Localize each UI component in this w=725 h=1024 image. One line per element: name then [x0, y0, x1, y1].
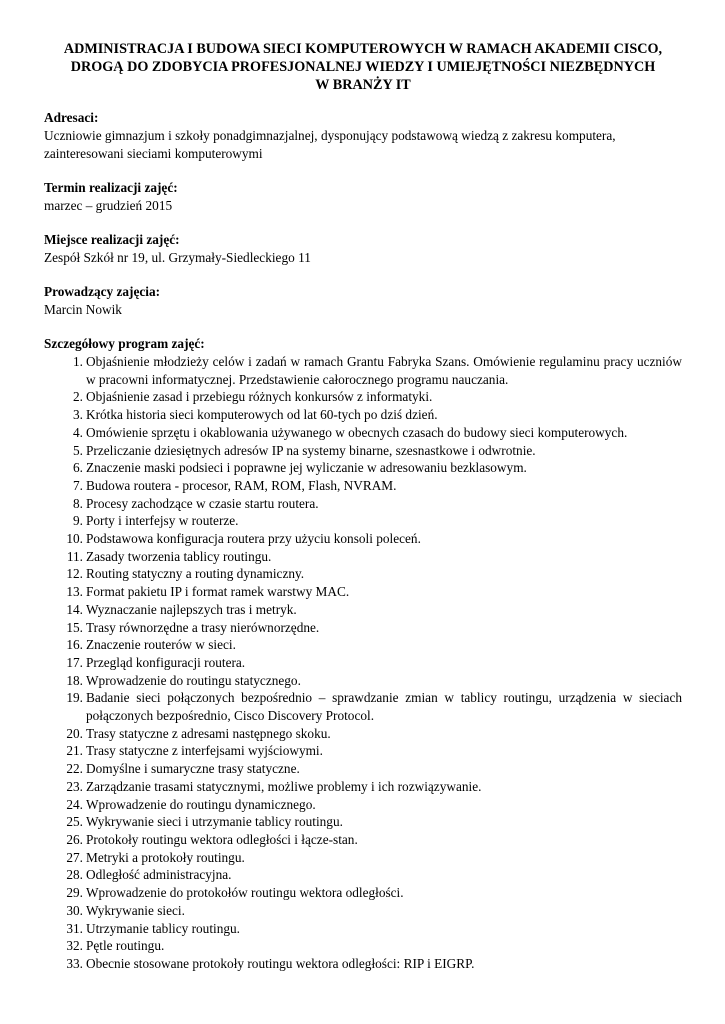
adresaci-label: Adresaci:	[44, 110, 99, 125]
list-item-number: 4.	[73, 424, 83, 440]
list-item	[44, 725, 682, 743]
list-item	[44, 920, 682, 938]
list-item	[44, 902, 682, 920]
list-item-text: Odległość administracyjna.	[86, 867, 232, 883]
list-item-number: 10.	[66, 531, 83, 547]
list-item-number: 27.	[66, 849, 83, 865]
list-item-text: Znaczenie routerów w sieci.	[86, 637, 236, 653]
list-item-text: Zarządzanie trasami statycznymi, możliwe problemy i ich rozwiązywanie.	[86, 778, 482, 794]
list-item-text: Protokoły routingu wektora odległości i łącze-stan.	[86, 831, 358, 847]
list-item-number: 33.	[66, 955, 83, 971]
list-item	[44, 406, 682, 424]
list-item-text: Procesy zachodzące w czasie startu routera.	[86, 495, 319, 511]
list-item	[44, 884, 682, 902]
list-item	[44, 495, 682, 513]
list-item-text: Wykrywanie sieci.	[86, 902, 185, 918]
program-list	[44, 353, 682, 973]
list-item-number: 8.	[73, 495, 83, 511]
section-termin	[44, 179, 682, 215]
list-item-text: Wprowadzenie do routingu dynamicznego.	[86, 796, 316, 812]
title-line-1: ADMINISTRACJA I BUDOWA SIECI KOMPUTEROWYCH W RAMACH AKADEMII CISCO,	[63, 41, 663, 57]
section-adresaci	[44, 109, 682, 163]
list-item	[44, 619, 682, 637]
list-item-number: 14.	[66, 601, 83, 617]
list-item	[44, 424, 682, 442]
list-item	[44, 654, 682, 672]
list-item-text: Wprowadzenie do protokołów routingu wektora odległości.	[86, 885, 404, 901]
termin-text: marzec – grudzień 2015	[44, 198, 173, 213]
list-item-number: 3.	[73, 407, 83, 423]
list-item	[44, 388, 682, 406]
list-item-text: Trasy statyczne z adresami następnego skoku.	[86, 725, 331, 741]
list-item-number: 13.	[66, 584, 83, 600]
title-line-2: DROGĄ DO ZDOBYCIA PROFESJONALNEJ WIEDZY I UMIEJĘTNOŚCI NIEZBĘDNYCH	[70, 59, 656, 75]
list-item-number: 28.	[66, 867, 83, 883]
list-item-text: Metryki a protokoły routingu.	[86, 849, 245, 865]
list-item	[44, 548, 682, 566]
list-item-text: Routing statyczny a routing dynamiczny.	[86, 566, 305, 582]
list-item	[44, 796, 682, 814]
prowadzacy-label: Prowadzący zajęcia:	[44, 284, 161, 299]
list-item	[44, 866, 682, 884]
list-item	[44, 689, 682, 724]
list-item-text: Objaśnienie zasad i przebiegu różnych konkursów z informatyki.	[86, 389, 433, 405]
list-item-text: Trasy równorzędne a trasy nierównorzędne.	[86, 619, 320, 635]
list-item-number: 5.	[73, 442, 83, 458]
list-item	[44, 778, 682, 796]
list-item	[44, 512, 682, 530]
list-item	[44, 831, 682, 849]
list-item	[44, 760, 682, 778]
document-title	[44, 40, 682, 94]
list-item-number: 2.	[73, 389, 83, 405]
list-item-text: Pętle routingu.	[86, 938, 165, 954]
list-item-number: 20.	[66, 725, 83, 741]
adresaci-text: Uczniowie gimnazjum i szkoły ponadgimnazjalnej, dysponujący podstawową wiedzą z zakresu komputera, zainteresowani sieciami komputerowymi	[44, 128, 616, 161]
list-item-number: 26.	[66, 831, 83, 847]
list-item-number: 30.	[66, 902, 83, 918]
list-item-number: 29.	[66, 885, 83, 901]
termin-label: Termin realizacji zajęć:	[44, 180, 178, 195]
document-page	[44, 40, 682, 989]
list-item-number: 32.	[66, 938, 83, 954]
list-item-number: 31.	[66, 920, 83, 936]
list-item	[44, 583, 682, 601]
list-item-text: Porty i interfejsy w routerze.	[86, 513, 239, 529]
list-item-text: Budowa routera - procesor, RAM, ROM, Flash, NVRAM.	[86, 477, 397, 493]
list-item	[44, 477, 682, 495]
list-item	[44, 565, 682, 583]
list-item-text: Objaśnienie młodzieży celów i zadań w ramach Grantu Fabryka Szans. Omówienie regulaminu pracy uczniów w pracowni informatycznej. Przedstawienie całorocznego programu nauczania.	[86, 354, 682, 387]
title-line-3: W BRANŻY IT	[315, 77, 411, 93]
list-item-number: 9.	[73, 513, 83, 529]
list-item-number: 21.	[66, 743, 83, 759]
list-item	[44, 530, 682, 548]
list-item	[44, 672, 682, 690]
list-item-text: Utrzymanie tablicy routingu.	[86, 920, 240, 936]
list-item-text: Omówienie sprzętu i okablowania używanego w obecnych czasach do budowy sieci komputerowych.	[86, 424, 628, 440]
list-item-number: 12.	[66, 566, 83, 582]
list-item-number: 24.	[66, 796, 83, 812]
list-item-number: 23.	[66, 778, 83, 794]
list-item-number: 16.	[66, 637, 83, 653]
section-prowadzacy	[44, 283, 682, 319]
list-item-text: Wyznaczanie najlepszych tras i metryk.	[86, 601, 297, 617]
list-item-text: Krótka historia sieci komputerowych od lat 60-tych po dziś dzień.	[86, 407, 438, 423]
list-item	[44, 601, 682, 619]
list-item-text: Podstawowa konfiguracja routera przy użyciu konsoli poleceń.	[86, 531, 421, 547]
list-item	[44, 742, 682, 760]
list-item-number: 19.	[66, 690, 83, 706]
list-item-text: Obecnie stosowane protokoły routingu wektora odległości: RIP i EIGRP.	[86, 955, 475, 971]
list-item-text: Przeliczanie dziesiętnych adresów IP na systemy binarne, szesnastkowe i odwrotnie.	[86, 442, 536, 458]
list-item	[44, 955, 682, 973]
list-item-number: 15.	[66, 619, 83, 635]
list-item-number: 11.	[66, 548, 83, 564]
miejsce-text: Zespół Szkół nr 19, ul. Grzymały-Siedleckiego 11	[44, 250, 311, 265]
list-item-number: 17.	[66, 654, 83, 670]
list-item	[44, 937, 682, 955]
list-item-text: Trasy statyczne z interfejsami wyjściowymi.	[86, 743, 323, 759]
miejsce-label: Miejsce realizacji zajęć:	[44, 232, 180, 247]
list-item-text: Wprowadzenie do routingu statycznego.	[86, 672, 301, 688]
list-item-number: 18.	[66, 672, 83, 688]
list-item-text: Zasady tworzenia tablicy routingu.	[86, 548, 272, 564]
list-item	[44, 849, 682, 867]
list-item	[44, 813, 682, 831]
list-item-number: 22.	[66, 761, 83, 777]
program-label: Szczegółowy program zajęć:	[44, 336, 205, 351]
list-item-text: Badanie sieci połączonych bezpośrednio – sprawdzanie zmian w tablicy routingu, urządzenia w sieciach połączonych bezpośrednio, Cisco Discovery Protocol.	[86, 690, 682, 724]
section-miejsce	[44, 231, 682, 267]
list-item	[44, 636, 682, 654]
list-item-text: Znaczenie maski podsieci i poprawne jej wyliczanie w adresowaniu bezklasowym.	[86, 460, 527, 476]
list-item-text: Wykrywanie sieci i utrzymanie tablicy routingu.	[86, 814, 343, 830]
list-item-number: 7.	[73, 477, 83, 493]
list-item-number: 25.	[66, 814, 83, 830]
section-program	[44, 335, 682, 973]
list-item-number: 1.	[73, 354, 83, 369]
list-item-text: Format pakietu IP i format ramek warstwy MAC.	[86, 584, 350, 600]
list-item	[44, 459, 682, 477]
list-item-number: 6.	[73, 460, 83, 476]
list-item-text: Przegląd konfiguracji routera.	[86, 654, 246, 670]
list-item	[44, 442, 682, 460]
list-item	[44, 353, 682, 388]
list-item-text: Domyślne i sumaryczne trasy statyczne.	[86, 761, 300, 777]
prowadzacy-text: Marcin Nowik	[44, 302, 122, 317]
